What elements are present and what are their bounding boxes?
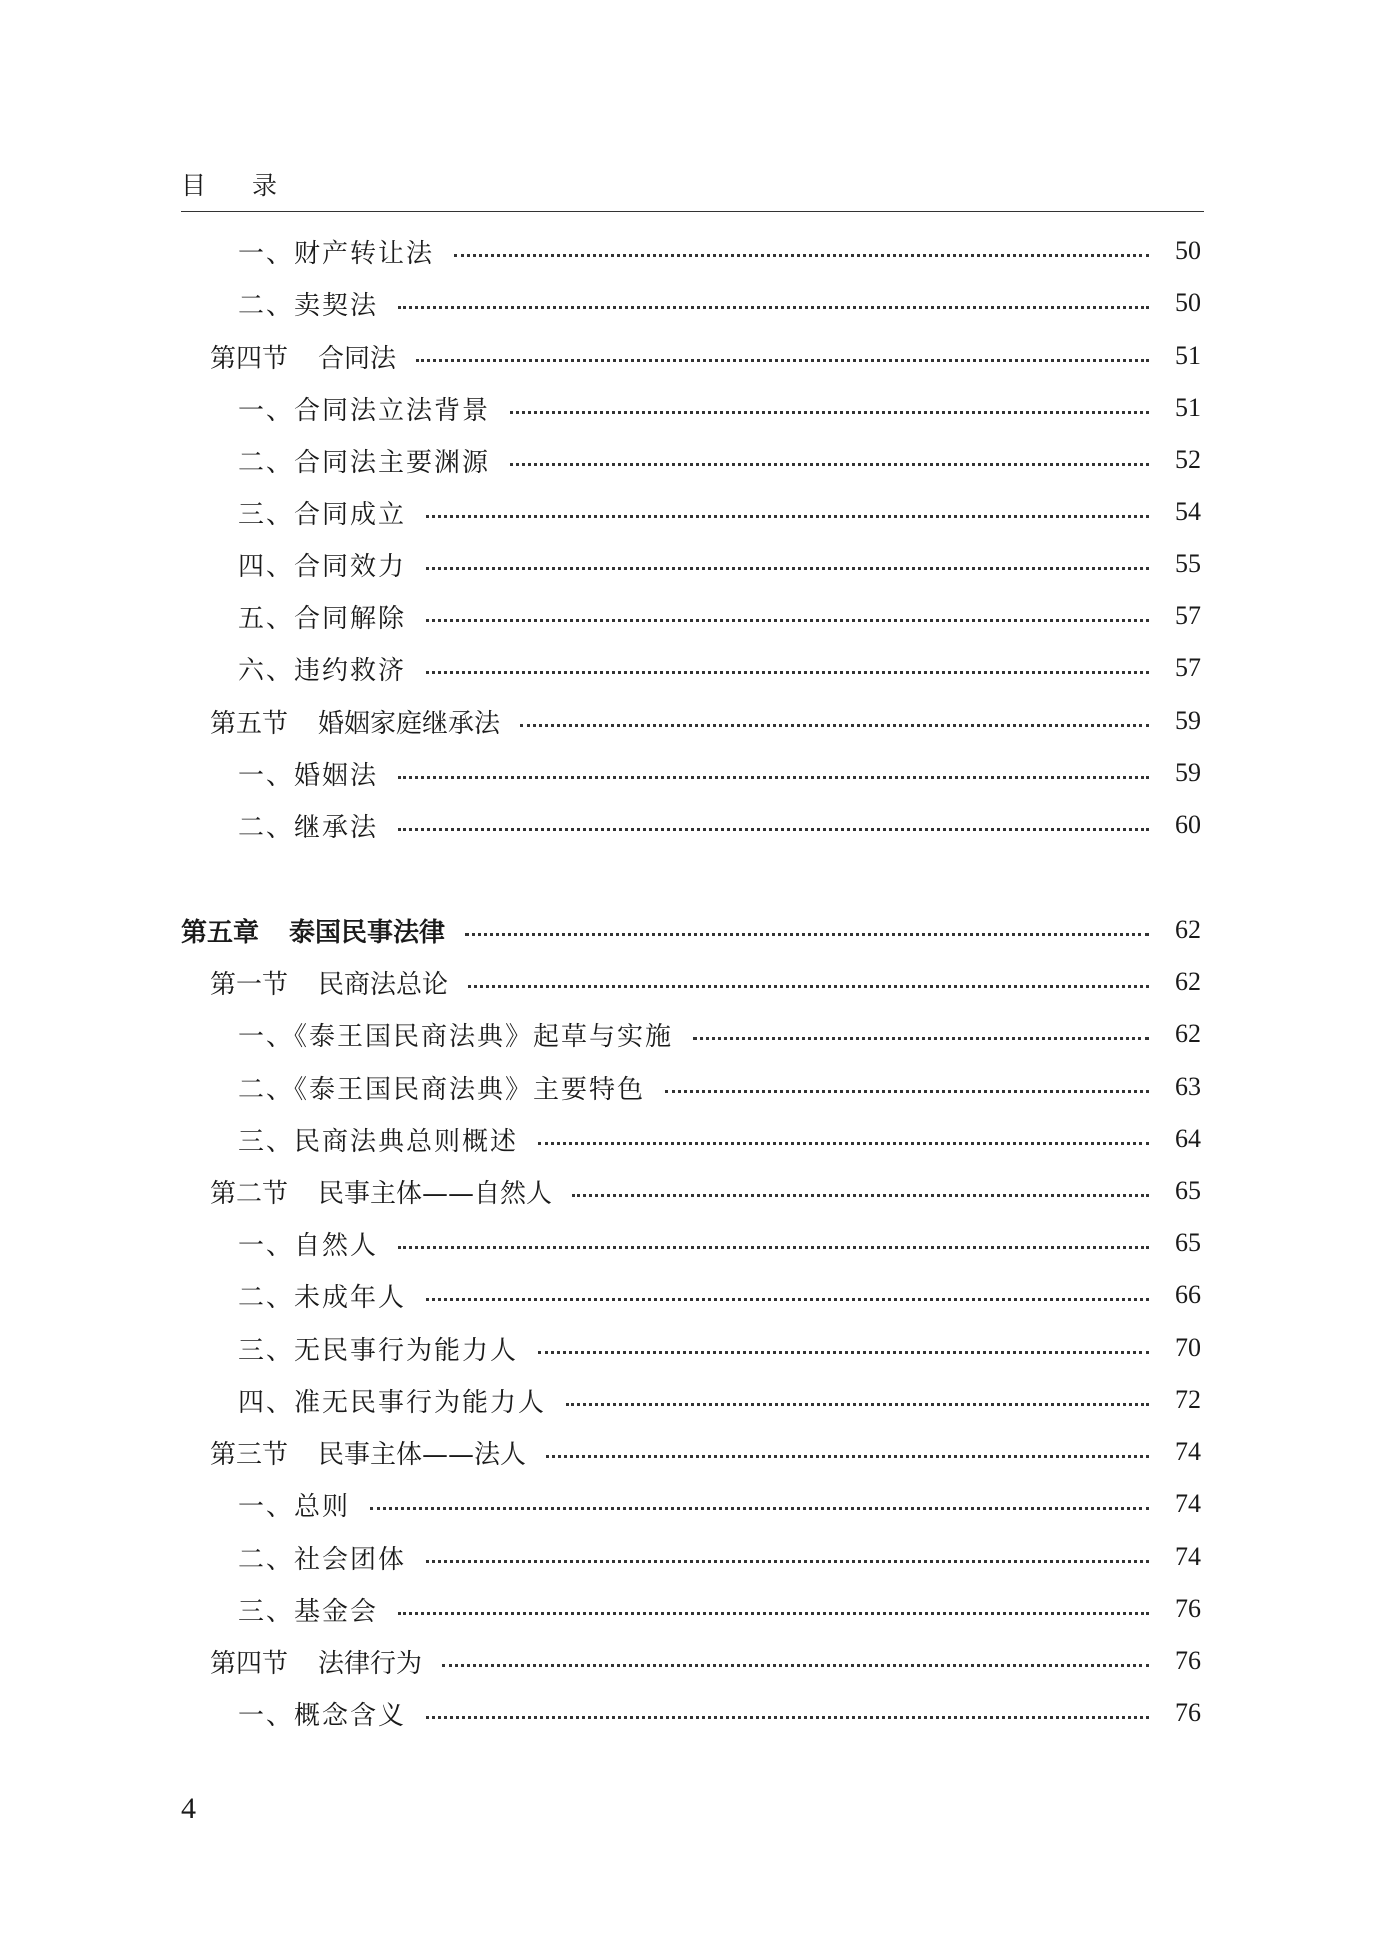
dot-leader — [426, 567, 1149, 570]
toc-entry-item — [0, 1014, 1387, 1054]
toc-entry-page-number: 55 — [1175, 549, 1201, 578]
toc-entry-title: 一、合同法立法背景 — [238, 395, 491, 426]
toc-entry-page-number: 51 — [1175, 393, 1201, 422]
toc-entry-item — [0, 805, 1387, 845]
dot-leader — [454, 254, 1149, 257]
dot-leader — [398, 1246, 1149, 1249]
toc-entry-item — [0, 1693, 1387, 1733]
toc-entry-title: 三、无民事行为能力人 — [238, 1335, 519, 1366]
toc-entry-page-number: 76 — [1175, 1594, 1201, 1623]
section-title: 合同法 — [318, 343, 397, 374]
toc-entry-item — [0, 596, 1387, 636]
toc-entry-title — [0, 703, 500, 740]
toc-entry-title: 二、社会团体 — [238, 1544, 407, 1575]
dot-leader — [510, 411, 1149, 414]
dot-leader — [468, 985, 1149, 988]
toc-entry-item — [0, 283, 1387, 323]
toc-entry-page-number: 59 — [1175, 758, 1201, 787]
toc-entry-item — [0, 1328, 1387, 1368]
section-title: 民事主体——自然人 — [318, 1178, 553, 1209]
toc-entry-item — [0, 1223, 1387, 1263]
toc-entry-chapter — [0, 910, 1387, 950]
dot-leader — [426, 1716, 1149, 1719]
dot-leader — [465, 933, 1149, 936]
toc-entry-page-number: 72 — [1175, 1385, 1201, 1414]
toc-entry-title: 一、财产转让法 — [238, 238, 435, 269]
toc-entry-title — [0, 1434, 526, 1471]
dot-leader — [426, 515, 1149, 518]
toc-entry-page-number: 62 — [1175, 915, 1201, 944]
toc-entry-title: 二、《泰王国民商法典》主要特色 — [238, 1074, 646, 1105]
toc-entry-title: 一、总则 — [238, 1491, 351, 1522]
section-number: 第一节 — [210, 969, 289, 1000]
toc-entry-page-number: 50 — [1175, 288, 1201, 317]
toc-entry-item — [0, 753, 1387, 793]
section-title: 婚姻家庭继承法 — [318, 708, 501, 739]
toc-entry-page-number: 65 — [1175, 1228, 1201, 1257]
section-title: 民商法总论 — [318, 969, 449, 1000]
toc-entry-title: 一、《泰王国民商法典》起草与实施 — [238, 1021, 674, 1052]
toc-entry-page-number: 54 — [1175, 497, 1201, 526]
toc-entry-page-number: 76 — [1175, 1698, 1201, 1727]
toc-entry-item — [0, 440, 1387, 480]
toc-entry-page-number: 76 — [1175, 1646, 1201, 1675]
dot-leader — [510, 463, 1149, 466]
toc-entry-page-number: 51 — [1175, 341, 1201, 370]
section-number: 第五节 — [210, 708, 289, 739]
toc-entry-section — [0, 701, 1387, 741]
page-number: 4 — [181, 1792, 196, 1825]
section-number: 第四节 — [210, 343, 289, 374]
toc-entry-section — [0, 336, 1387, 376]
toc-entry-item — [0, 388, 1387, 428]
toc-entry-title — [0, 338, 396, 375]
dot-leader — [426, 1298, 1149, 1301]
toc-entry-page-number: 59 — [1175, 706, 1201, 735]
toc-entry-title — [0, 912, 445, 949]
toc-entry-section — [0, 1432, 1387, 1472]
toc-entry-item — [0, 648, 1387, 688]
dot-leader — [546, 1455, 1149, 1458]
toc-entry-page-number: 74 — [1175, 1437, 1201, 1466]
toc-entry-page-number: 66 — [1175, 1280, 1201, 1309]
toc-entry-page-number: 70 — [1175, 1333, 1201, 1362]
toc-entry-item — [0, 1067, 1387, 1107]
dot-leader — [398, 1612, 1149, 1615]
toc-entry-item — [0, 492, 1387, 532]
dot-leader — [416, 359, 1149, 362]
toc-entry-title — [0, 1643, 422, 1680]
toc-entry-title: 一、婚姻法 — [238, 760, 379, 791]
toc-entry-item — [0, 1484, 1387, 1524]
toc-entry-page-number: 60 — [1175, 810, 1201, 839]
toc-entry-page-number: 63 — [1175, 1072, 1201, 1101]
toc-entry-title: 六、违约救济 — [238, 655, 407, 686]
header-rule — [181, 211, 1204, 212]
toc-entry-title: 二、未成年人 — [238, 1282, 407, 1313]
dot-leader — [398, 776, 1149, 779]
dot-leader — [572, 1194, 1149, 1197]
toc-entry-page-number: 50 — [1175, 236, 1201, 265]
toc-entry-page-number: 52 — [1175, 445, 1201, 474]
dot-leader — [370, 1507, 1149, 1510]
toc-entry-page-number: 64 — [1175, 1124, 1201, 1153]
dot-leader — [442, 1664, 1149, 1667]
toc-entry-page-number: 57 — [1175, 653, 1201, 682]
dot-leader — [538, 1351, 1149, 1354]
running-head-char-1: 目 — [181, 171, 207, 200]
dot-leader — [426, 671, 1149, 674]
toc-entry-section — [0, 962, 1387, 1002]
toc-entry-item — [0, 1275, 1387, 1315]
toc-entry-item — [0, 231, 1387, 271]
section-number: 第三节 — [210, 1439, 289, 1470]
toc-entry-page-number: 57 — [1175, 601, 1201, 630]
dot-leader — [426, 619, 1149, 622]
dot-leader — [426, 1560, 1149, 1563]
toc-entry-page-number: 62 — [1175, 967, 1201, 996]
toc-entry-title: 二、继承法 — [238, 812, 379, 843]
toc-entry-title: 三、民商法典总则概述 — [238, 1126, 519, 1157]
toc-entry-title: 二、卖契法 — [238, 290, 379, 321]
toc-entry-title: 一、自然人 — [238, 1230, 379, 1261]
toc-entry-title: 三、基金会 — [238, 1596, 379, 1627]
section-title: 法律行为 — [318, 1648, 423, 1679]
toc-entry-title: 一、概念含义 — [238, 1700, 407, 1731]
toc-entry-title — [0, 964, 448, 1001]
running-head — [181, 166, 277, 202]
dot-leader — [398, 306, 1149, 309]
toc-entry-title: 二、合同法主要渊源 — [238, 447, 491, 478]
toc-entry-item — [0, 1380, 1387, 1420]
toc-entry-title: 三、合同成立 — [238, 499, 407, 530]
section-number: 第四节 — [210, 1648, 289, 1679]
dot-leader — [520, 724, 1149, 727]
toc-entry-item — [0, 544, 1387, 584]
toc-entry-title: 四、合同效力 — [238, 551, 407, 582]
chapter-title: 泰国民事法律 — [289, 917, 446, 948]
running-head-char-2: 录 — [252, 171, 278, 200]
toc-entry-title: 五、合同解除 — [238, 603, 407, 634]
dot-leader — [566, 1403, 1149, 1406]
dot-leader — [538, 1142, 1149, 1145]
toc-entry-page-number: 62 — [1175, 1019, 1201, 1048]
toc-entry-page-number: 74 — [1175, 1542, 1201, 1571]
toc-entry-page-number: 74 — [1175, 1489, 1201, 1518]
toc-entry-title — [0, 1173, 552, 1210]
toc-entry-item — [0, 1119, 1387, 1159]
toc-entry-item — [0, 1589, 1387, 1629]
toc-entry-page-number: 65 — [1175, 1176, 1201, 1205]
section-title: 民事主体——法人 — [318, 1439, 527, 1470]
chapter-number: 第五章 — [181, 917, 260, 948]
toc-entry-section — [0, 1171, 1387, 1211]
toc-entry-item — [0, 1537, 1387, 1577]
toc-entry-title: 四、准无民事行为能力人 — [238, 1387, 547, 1418]
section-number: 第二节 — [210, 1178, 289, 1209]
dot-leader — [398, 828, 1149, 831]
dot-leader — [693, 1037, 1149, 1040]
dot-leader — [665, 1090, 1149, 1093]
toc-entry-section — [0, 1641, 1387, 1681]
